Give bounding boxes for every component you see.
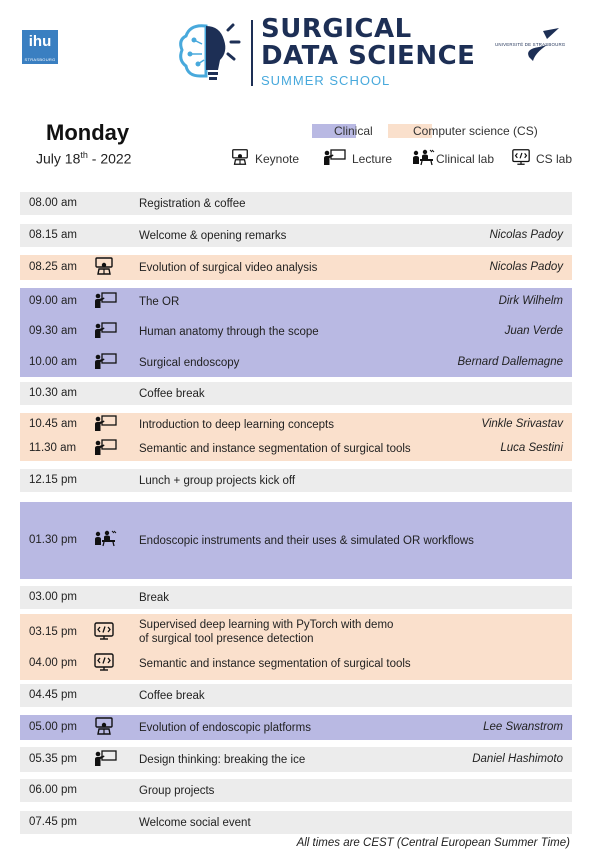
schedule-block — [20, 811, 572, 834]
cs-lab-icon — [93, 653, 115, 671]
item-time: 05.35 pm — [29, 753, 77, 765]
item-speaker: Daniel Hashimoto — [472, 753, 563, 765]
lecture-icon — [322, 148, 346, 166]
item-title: Semantic and instance segmentation of surgical tools — [139, 658, 411, 670]
legend-clinical-label: Clinical — [334, 124, 373, 138]
item-title: Endoscopic instruments and their uses & simulated OR workflows — [139, 535, 474, 547]
item-time: 08.00 am — [29, 197, 77, 209]
item-title: Surgical endoscopy — [139, 357, 240, 369]
item-time: 04.45 pm — [29, 689, 77, 701]
item-title: Welcome & opening remarks — [139, 230, 287, 242]
legend-cs-lab-label: CS lab — [536, 152, 573, 166]
item-time: 08.25 am — [29, 261, 77, 273]
legend-lecture-label: Lecture — [352, 152, 393, 166]
item-title: Lunch + group projects kick off — [139, 475, 296, 487]
brain-bulb-icon — [176, 18, 244, 86]
item-title: Coffee break — [139, 388, 205, 400]
item-title: Semantic and instance segmentation of surgical tools — [139, 443, 411, 455]
sds-title — [261, 16, 475, 70]
item-time: 04.00 pm — [29, 657, 77, 669]
item-title: Break — [139, 592, 170, 604]
day-title: Monday — [46, 120, 130, 145]
item-speaker: Bernard Dallemagne — [457, 356, 563, 368]
lecture-icon — [93, 749, 117, 767]
item-title: Human anatomy through the scope — [139, 326, 319, 338]
schedule-block — [20, 382, 572, 405]
legend-cs-label: Computer science (CS) — [413, 124, 538, 138]
schedule-block — [20, 684, 572, 707]
item-time: 03.00 pm — [29, 591, 77, 603]
schedule-block — [20, 469, 572, 492]
item-time: 06.00 pm — [29, 784, 77, 796]
item-time: 05.00 pm — [29, 721, 77, 733]
keynote-icon — [230, 148, 250, 166]
sds-title-line2: DATA SCIENCE — [261, 41, 476, 71]
item-speaker: Dirk Wilhelm — [498, 295, 563, 307]
ihu-logo-subtext: STRASBOURG — [24, 57, 56, 62]
item-title: Group projects — [139, 785, 215, 797]
unistra-logo — [495, 27, 577, 67]
item-title: Design thinking: breaking the ice — [139, 754, 306, 766]
ihu-logo-text: ihu — [28, 33, 52, 50]
item-speaker: Vinkle Srivastav — [481, 418, 563, 430]
unistra-mark-icon — [495, 27, 577, 67]
item-time: 10.45 am — [29, 418, 77, 430]
item-speaker: Lee Swanstrom — [483, 721, 563, 733]
keynote-icon — [93, 717, 115, 735]
item-time: 10.30 am — [29, 387, 77, 399]
lecture-icon — [93, 352, 117, 370]
item-time: 07.45 pm — [29, 816, 77, 828]
date-text: July 18 — [36, 150, 81, 167]
lecture-icon — [93, 438, 117, 456]
item-time: 12.15 pm — [29, 474, 77, 486]
lecture-icon — [93, 414, 117, 432]
item-time: 09.00 am — [29, 295, 77, 307]
sds-title-line1: SURGICAL — [261, 14, 412, 44]
ihu-logo — [22, 30, 58, 64]
item-time: 08.15 am — [29, 229, 77, 241]
schedule-block — [20, 779, 572, 802]
item-time: 03.15 pm — [29, 626, 77, 638]
clinical-lab-icon — [411, 148, 435, 166]
day-date — [36, 150, 131, 167]
item-title: Supervised deep learning with PyTorch with demo — [139, 619, 394, 631]
item-title: Coffee break — [139, 690, 205, 702]
item-speaker: Juan Verde — [504, 325, 563, 337]
unistra-text: UNIVERSITÉ DE STRASBOURG — [495, 42, 566, 47]
clinical-lab-icon — [93, 529, 117, 547]
item-title: Evolution of surgical video analysis — [139, 262, 318, 274]
lecture-icon — [93, 321, 117, 339]
item-title: Evolution of endoscopic platforms — [139, 722, 311, 734]
item-time: 10.00 am — [29, 356, 77, 368]
item-time: 01.30 pm — [29, 534, 77, 546]
cs-lab-icon — [511, 148, 531, 166]
date-suffix: th — [80, 150, 88, 160]
item-speaker: Nicolas Padoy — [489, 229, 563, 241]
sds-subtitle: SUMMER SCHOOL — [261, 73, 391, 88]
schedule-block — [20, 192, 572, 215]
lecture-icon — [93, 291, 117, 309]
legend-clinical-lab-label: Clinical lab — [436, 152, 495, 166]
date-year: - 2022 — [87, 150, 132, 167]
cs-lab-icon — [93, 622, 115, 640]
item-title: Registration & coffee — [139, 198, 246, 210]
item-title-line2: of surgical tool presence detection — [139, 633, 314, 645]
item-title: Welcome social event — [139, 817, 251, 829]
timezone-footnote: All times are CEST (Central European Summer Time) — [296, 837, 570, 849]
item-speaker: Luca Sestini — [500, 442, 563, 454]
legend-keynote-label: Keynote — [255, 152, 300, 166]
item-time: 09.30 am — [29, 325, 77, 337]
item-time: 11.30 am — [29, 442, 77, 454]
item-title: The OR — [139, 296, 180, 308]
item-speaker: Nicolas Padoy — [489, 261, 563, 273]
item-title: Introduction to deep learning concepts — [139, 419, 334, 431]
keynote-icon — [93, 257, 115, 275]
header-divider — [251, 20, 253, 86]
schedule-block — [20, 586, 572, 609]
